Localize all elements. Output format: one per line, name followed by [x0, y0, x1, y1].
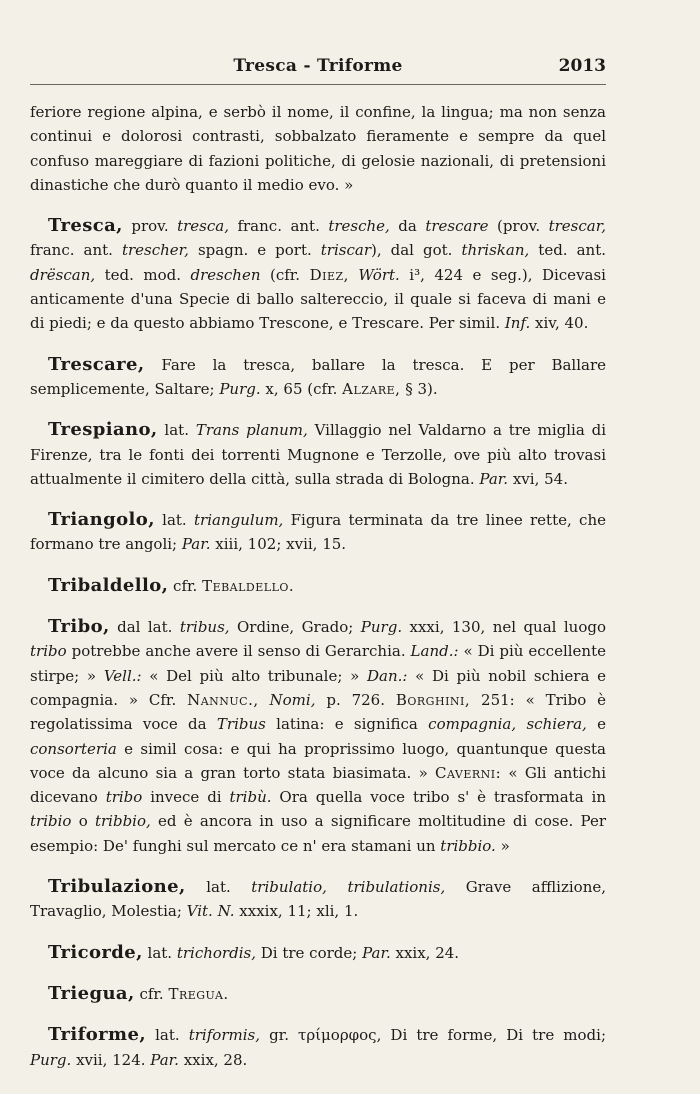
small-caps-text: Borghini,: [395, 690, 471, 709]
entry-headword: Trespiano,: [48, 419, 158, 441]
small-caps-text: Tregua.: [168, 984, 229, 1003]
italic-text: Vell.:: [103, 666, 142, 685]
italic-text: Land.:: [410, 642, 459, 661]
italic-text: tribulatio, tribulationis,: [251, 878, 446, 897]
text-run: (cfr.: [260, 265, 310, 284]
small-caps-text: Nannuc.,: [187, 690, 259, 709]
text-run: Di tre corde;: [255, 943, 363, 962]
running-header: [30, 56, 606, 85]
italic-text: Par.: [181, 535, 211, 554]
italic-text: tresche,: [328, 217, 390, 236]
text-run: i³, 424 e seg.), Dicevasi anticamente d'una Specie di ballo saltereccio, il quale si faceva di mani e di piedi; e da questo abbiamo Trescone, e Trescare. Per simil.: [30, 265, 606, 333]
italic-text: trescher,: [121, 241, 189, 260]
intro-paragraph: [30, 100, 606, 197]
dictionary-entry: [30, 941, 606, 965]
italic-text: Dan.:: [366, 666, 408, 685]
entry-headword: Tribulazione,: [48, 876, 186, 898]
text-run: Ora quella voce tribo s' è trasformata in: [271, 788, 607, 807]
italic-text: trichordis,: [176, 943, 256, 962]
italic-text: Purg.: [219, 379, 261, 398]
dictionary-entry: [30, 418, 606, 491]
dictionary-entry: [30, 574, 606, 598]
dictionary-body: [30, 100, 606, 1072]
italic-text: thriskan,: [461, 241, 530, 260]
italic-text: trescar,: [548, 217, 606, 236]
text-run: Figura terminata da tre linee rette, che formano tre angoli;: [30, 511, 606, 554]
text-run: « Gli antichi dicevano: [30, 763, 606, 807]
italic-text: Purg.: [30, 1050, 72, 1069]
text-run: e: [586, 715, 606, 734]
text-run: ted. mod.: [95, 265, 191, 284]
text-run: Fare la tresca, ballare la tresca. E per Ballare semplicemente, Saltare;: [30, 355, 606, 398]
text-run: ), dal got.: [371, 241, 462, 260]
text-run: lat.: [142, 943, 177, 962]
text-run: [259, 691, 270, 709]
italic-text: dreschen: [190, 265, 261, 284]
italic-text: trescare: [425, 217, 489, 236]
italic-text: tribbio.: [440, 836, 496, 855]
text-run: « Del più alto tribunale; »: [141, 666, 367, 685]
italic-text: Vit. N.: [186, 902, 235, 921]
text-run: xvii, 124.: [71, 1050, 151, 1069]
entry-headword: Tribo,: [48, 616, 110, 638]
small-caps-text: Tebaldello.: [202, 576, 295, 595]
text-run: lat.: [146, 1026, 189, 1045]
text-run: ted. ant.: [529, 241, 606, 260]
italic-text: Par.: [362, 943, 391, 962]
italic-text: tribio: [30, 812, 72, 831]
text-run: xvi, 54.: [508, 469, 568, 488]
dictionary-entry: [30, 1023, 606, 1072]
dictionary-entry: [30, 615, 606, 858]
text-run: dal lat.: [109, 618, 180, 637]
text-run: xiii, 102; xvii, 15.: [210, 535, 347, 554]
italic-text: Purg.: [360, 618, 403, 637]
text-run: »: [495, 836, 510, 855]
entry-headword: Tricorde,: [48, 941, 143, 963]
text-run: Ordine, Grado;: [229, 618, 361, 637]
italic-text: tribo: [105, 788, 143, 807]
text-run: Villaggio nel Valdarno a tre miglia di Firenze, tra le fonti dei torrenti Mugnone e Terzolle, ove più alto trovasi attualmente il cimitero della città, sulla strada di Bologna.: [30, 421, 607, 488]
text-run: 251: « Tribo è regolatissima voce da: [30, 690, 606, 734]
text-run: cfr.: [168, 576, 203, 595]
small-caps-text: Diez,: [309, 265, 349, 284]
small-caps-text: Alzare,: [342, 379, 401, 398]
italic-text: tribus,: [179, 618, 230, 637]
italic-text: triformis,: [188, 1026, 260, 1045]
text-run: xxxix, 11; xli, 1.: [234, 902, 359, 921]
text-run: ed è ancora in uso a significare moltitudine di cose. Per esempio: De' funghi sul mercato ce n' era stamani un: [30, 812, 606, 855]
text-run: p. 726.: [315, 690, 396, 709]
text-run: gr. τρίμορφος, Di tre forme, Di tre modi;: [259, 1026, 606, 1045]
italic-text: drëscan,: [30, 265, 96, 284]
text-run: cfr.: [134, 984, 169, 1003]
text-run: xxix, 28.: [178, 1050, 248, 1069]
small-caps-text: Caverni:: [435, 763, 502, 782]
text-run: « Di più eccellente stirpe; »: [30, 642, 606, 685]
dictionary-entry: [30, 353, 606, 402]
page-number: 2013: [558, 56, 606, 76]
italic-text: Trans planum,: [195, 421, 308, 440]
text-run: da: [389, 217, 426, 236]
italic-text: tribbio,: [94, 812, 151, 831]
text-run: lat.: [157, 421, 196, 440]
dictionary-entry: [30, 508, 606, 557]
italic-text: compagnia, schiera,: [428, 715, 587, 734]
entry-headword: Trescare,: [48, 353, 145, 375]
text-run: franc. ant.: [30, 241, 122, 260]
italic-text: triangulum,: [194, 511, 284, 530]
italic-text: Tribus: [216, 715, 266, 734]
italic-text: consorteria: [30, 739, 117, 758]
text-run: [349, 266, 359, 284]
text-run: (prov.: [488, 217, 549, 236]
italic-text: tribo: [30, 642, 67, 661]
entry-headword: Tresca,: [48, 215, 123, 237]
text-run: feriore regione alpina, e serbò il nome, il confine, la lingua; ma non senza continui e dolorosi contrasti, sobbalzato fieramente e sempre da quel confuso mareggiare di fazioni politiche, di gelosie nazionali, di pretensioni dinastiche che durò quanto il medio evo. »: [30, 103, 606, 194]
text-run: prov.: [122, 217, 178, 236]
text-run: xxxi, 130, nel qual luogo: [402, 618, 607, 637]
dictionary-entry: [30, 982, 606, 1006]
text-run: o: [71, 812, 95, 831]
italic-text: Inf.: [504, 314, 531, 333]
text-run: xxix, 24.: [390, 943, 460, 962]
italic-text: Wört.: [358, 265, 400, 284]
entry-headword: Triegua,: [48, 982, 135, 1004]
text-run: e simil cosa: e qui ha proprissimo luogo, quantunque questa voce da alcuno sia a gran torto stata biasimata. »: [30, 739, 606, 782]
text-run: x, 65 (cfr.: [260, 379, 343, 398]
italic-text: Par.: [479, 469, 509, 488]
text-run: franc. ant.: [228, 217, 329, 236]
italic-text: triscar: [320, 241, 371, 260]
italic-text: Par.: [150, 1050, 179, 1069]
text-run: Grave afflizione, Travaglio, Molestia;: [30, 878, 606, 921]
entry-headword: Triforme,: [48, 1024, 147, 1046]
entry-headword: Tribaldello,: [48, 574, 169, 596]
italic-text: Nomi,: [269, 690, 316, 709]
text-run: latina: e significa: [265, 715, 429, 734]
dictionary-entry: [30, 875, 606, 924]
dictionary-entry: [30, 214, 606, 335]
italic-text: tribù.: [229, 788, 272, 807]
text-run: lat.: [185, 878, 252, 897]
text-run: xiv, 40.: [530, 314, 589, 333]
text-run: spagn. e port.: [188, 241, 321, 260]
entry-headword: Triangolo,: [48, 509, 155, 531]
text-run: « Di più nobil schiera e compagnia. » Cfr.: [30, 666, 606, 709]
text-run: § 3).: [400, 379, 438, 398]
text-run: invece di: [142, 788, 230, 807]
text-run: potrebbe anche avere il senso di Gerarchia.: [66, 642, 411, 661]
header-title: Tresca - Triforme: [233, 56, 403, 76]
text-run: lat.: [154, 511, 194, 530]
italic-text: tresca,: [177, 217, 229, 236]
